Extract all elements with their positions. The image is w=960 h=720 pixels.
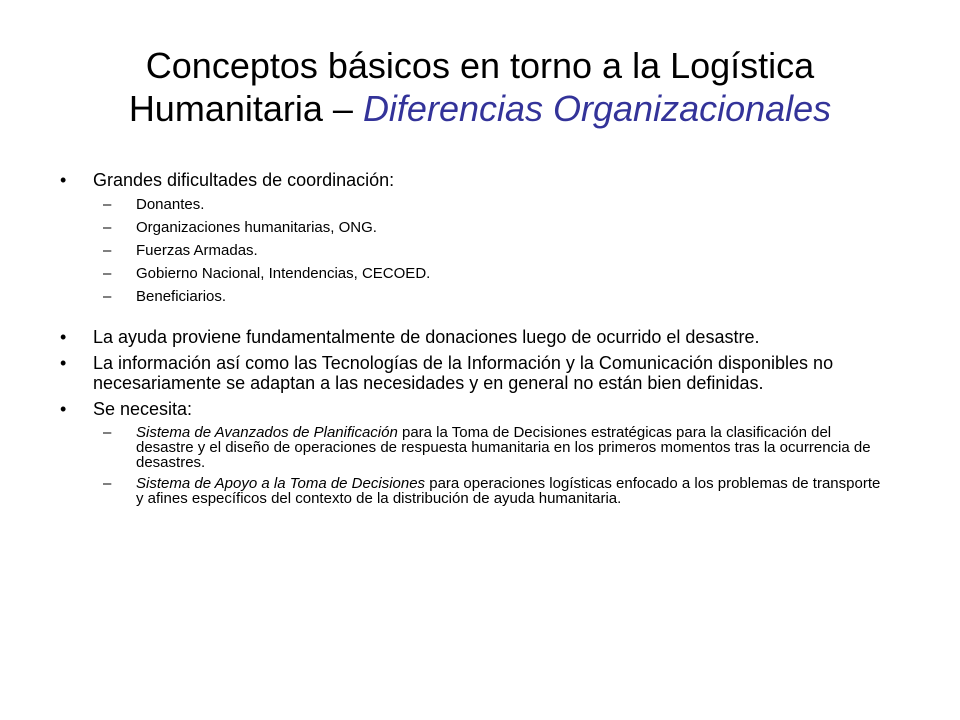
sub-item-text: Gobierno Nacional, Intendencias, CECOED.: [136, 265, 431, 282]
bullet-text: La información así como las Tecnologías de la Información y la Comunicación disponibles no necesariamente se adaptan a las necesidades y en general no están bien definidas.: [93, 353, 834, 393]
sub-item: [60, 219, 890, 236]
sub-item-italic: Sistema de Apoyo a la Toma de Decisiones: [136, 475, 426, 492]
bullet-marker: •: [60, 353, 67, 373]
bullet-ict: [60, 353, 890, 393]
dash-marker: –: [103, 196, 112, 213]
bullet-marker: •: [60, 399, 67, 419]
dash-marker: –: [103, 242, 112, 259]
slide-body: [60, 170, 890, 512]
sub-item: [60, 288, 890, 305]
bullet-donations: [60, 327, 890, 347]
dash-marker: –: [103, 288, 112, 305]
bullet-text: Grandes dificultades de coordinación:: [93, 170, 395, 190]
dash-marker: –: [103, 265, 112, 282]
bullet-text: La ayuda proviene fundamentalmente de donaciones luego de ocurrido el desastre.: [93, 327, 760, 347]
dash-marker: –: [103, 219, 112, 236]
sub-item: [60, 476, 890, 506]
sub-item: [60, 425, 890, 470]
sub-item-italic: Sistema de Avanzados de Planificación: [136, 424, 398, 441]
title-separator: –: [322, 88, 363, 129]
sub-item-text: Fuerzas Armadas.: [136, 242, 258, 259]
bullet-text: Se necesita:: [93, 399, 193, 419]
bullet-marker: •: [60, 327, 67, 347]
dash-marker: –: [103, 475, 112, 492]
sub-item-text: Donantes.: [136, 196, 205, 213]
sub-item-text: para operaciones logísticas enfocado a los problemas de transporte y afines específicos del contexto de la distribución de ayuda humanitaria.: [136, 475, 881, 507]
dash-marker: –: [103, 424, 112, 441]
sub-item-text: para la Toma de Decisiones estratégicas para la clasificación del desastre y el diseño de operaciones de respuesta humanitaria en los primeros momentos tras la ocurrencia de desastres.: [136, 424, 871, 471]
sub-item-text: Organizaciones humanitarias, ONG.: [136, 219, 377, 236]
coordination-sublist: [60, 196, 890, 305]
bullet-needs: [60, 399, 890, 419]
title-accent: Diferencias Organizacionales: [362, 88, 832, 129]
sub-item: [60, 265, 890, 282]
title-main: Conceptos básicos en torno a la Logística Humanitaria: [128, 45, 815, 129]
sub-item: [60, 196, 890, 213]
bullet-coordination: [60, 170, 890, 190]
bullet-marker: •: [60, 170, 67, 190]
sub-item: [60, 242, 890, 259]
slide-title: [48, 44, 912, 130]
sub-item-text: Beneficiarios.: [136, 288, 227, 305]
needs-sublist: [60, 425, 890, 506]
